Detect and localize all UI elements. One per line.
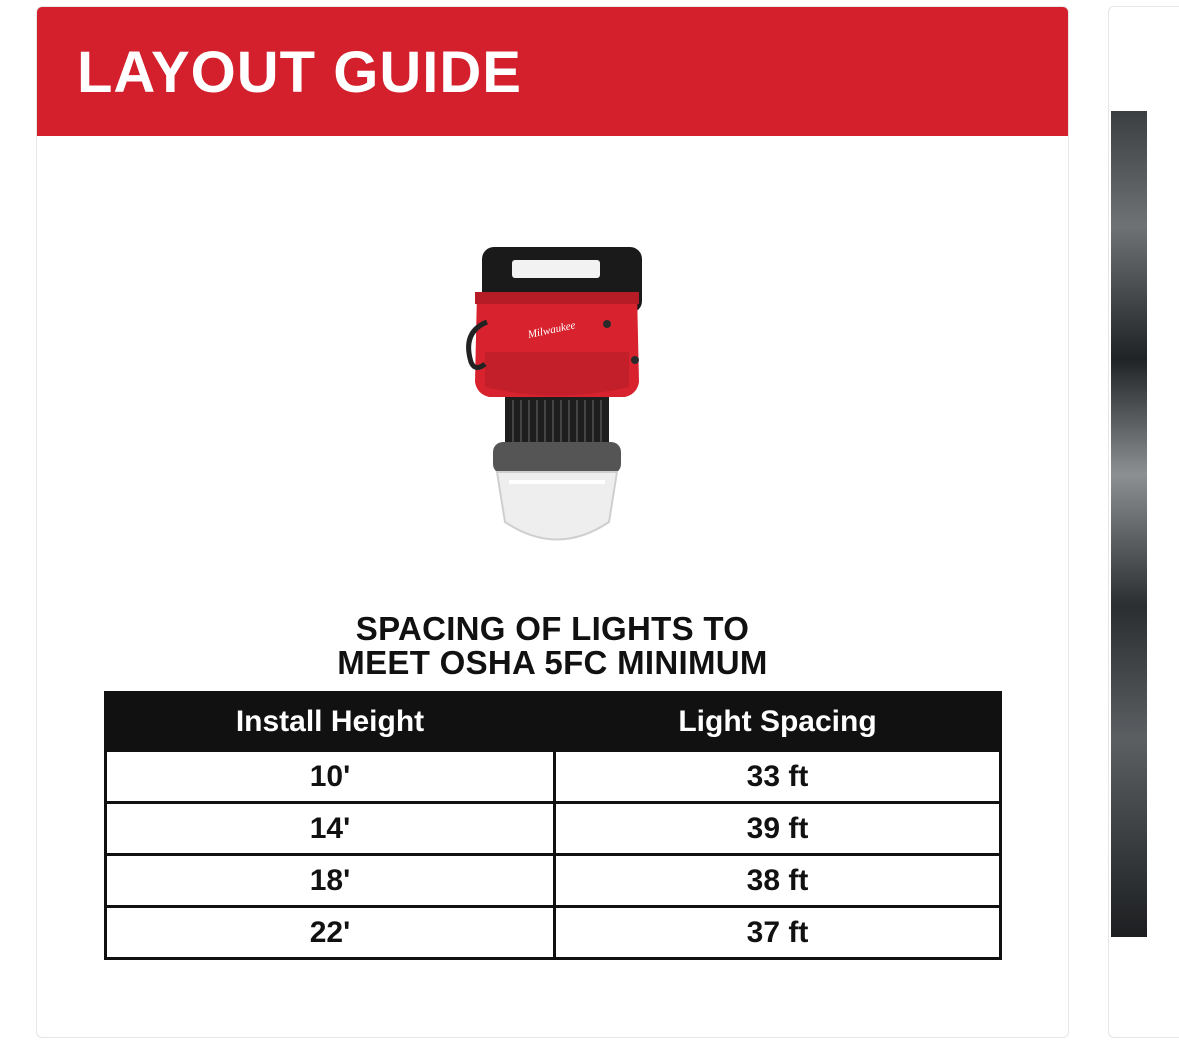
light-spacing-cell: 39 ft xyxy=(555,803,1001,855)
next-slide-card[interactable] xyxy=(1108,6,1179,1038)
milwaukee-logo: Milwaukee xyxy=(526,319,577,342)
heading-line-2: MEET OSHA 5FC MINIMUM xyxy=(337,644,768,681)
install-height-cell: 10' xyxy=(106,751,555,803)
layout-guide-card[interactable] xyxy=(36,6,1069,1038)
column-header-light-spacing: Light Spacing xyxy=(555,693,1001,751)
table-row xyxy=(106,751,1001,803)
install-height-cell: 18' xyxy=(106,855,555,907)
light-spacing-table xyxy=(104,691,1002,960)
banner-title: LAYOUT GUIDE xyxy=(77,40,522,105)
light-spacing-cell: 37 ft xyxy=(555,907,1001,959)
light-spacing-cell: 33 ft xyxy=(555,751,1001,803)
next-slide-photo xyxy=(1111,111,1147,937)
table-row xyxy=(106,907,1001,959)
light-spacing-cell: 38 ft xyxy=(555,855,1001,907)
table-row xyxy=(106,803,1001,855)
title-banner xyxy=(37,7,1068,136)
install-height-cell: 22' xyxy=(106,907,555,959)
table-header-row xyxy=(106,693,1001,751)
work-light-product-image xyxy=(457,232,657,562)
heading-line-1: SPACING OF LIGHTS TO xyxy=(355,610,750,647)
install-height-cell: 14' xyxy=(106,803,555,855)
table-row xyxy=(106,855,1001,907)
column-header-install-height: Install Height xyxy=(106,693,555,751)
